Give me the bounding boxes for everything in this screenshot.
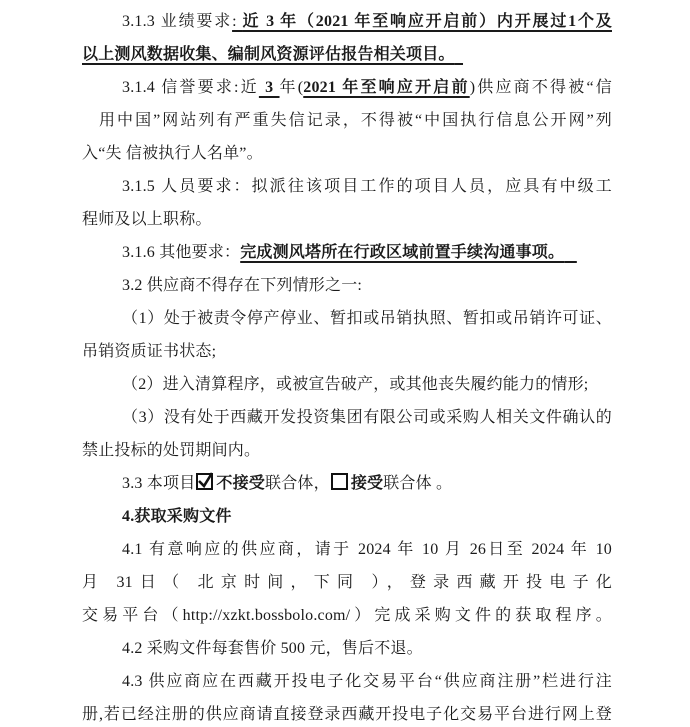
text-line xyxy=(82,269,612,302)
text-segment: 联合体 。 xyxy=(383,475,453,492)
text-line xyxy=(82,203,612,236)
document-body xyxy=(82,5,612,727)
text-segment: 接受 xyxy=(350,475,384,492)
text-segment: 2021 年至响应开启前 xyxy=(303,79,470,96)
text-segment: 近 3 年（2021 年至响应开启前）内开展过1个及 xyxy=(242,13,612,30)
text-segment: 4.1 有意响应的供应商，请于 2024 年 10 月 26日至 2024 年 10 xyxy=(122,541,612,558)
text-line xyxy=(82,368,612,401)
text-line xyxy=(82,302,612,335)
text-segment: （2）进入清算程序，或被宣告破产，或其他丧失履约能力的情形; xyxy=(122,376,589,393)
consortium-accepted-checkbox xyxy=(331,473,348,490)
text-segment: 交易平台（http://xzkt.bossbolo.com/）完成采购文件的获取程序。 xyxy=(82,607,612,624)
text-segment: 3.1.6 其他要求： xyxy=(122,244,241,261)
text-line xyxy=(82,566,612,599)
text-segment xyxy=(564,244,577,261)
text-line xyxy=(82,533,612,566)
text-segment: 3.1.5 人员要求：拟派往该项目工作的项目人员，应具有中级工 xyxy=(122,178,612,195)
text-line xyxy=(82,170,612,203)
text-segment: （1）处于被责令停产停业、暂扣或吊销执照、暂扣或吊销许可证、 xyxy=(122,310,612,327)
text-line xyxy=(82,500,612,533)
text-segment: （3）没有处于西藏开发投资集团有限公司或采购人相关文件确认的 xyxy=(122,409,612,426)
text-line xyxy=(82,698,612,727)
text-segment: 4.3 供应商应在西藏开投电子化交易平台“供应商注册”栏进行注 xyxy=(122,673,612,690)
text-segment: 用中国”网站列有严重失信记录，不得被“中国执行信息公开网”列 xyxy=(99,112,612,129)
text-line xyxy=(82,5,612,38)
text-segment: 月 31日（ 北京时间，下同 ），登录西藏开投电子化 xyxy=(82,574,612,591)
text-segment: 禁止投标的处罚期间内。 xyxy=(82,442,261,459)
text-line xyxy=(82,599,612,632)
consortium-not-accepted-checkbox xyxy=(196,473,213,490)
text-segment: 3.3 本项目 xyxy=(122,475,196,492)
text-segment: 4.获取采购文件 xyxy=(122,508,232,525)
text-line xyxy=(82,38,612,71)
text-segment: 3.2 供应商不得存在下列情形之一: xyxy=(122,277,363,294)
text-segment: 4.2 采购文件每套售价 500 元，售后不退。 xyxy=(122,640,423,657)
text-segment: 3 xyxy=(258,79,280,96)
check-mark-icon xyxy=(196,471,214,489)
text-segment: 程师及以上职称。 xyxy=(82,211,212,228)
text-segment: 3.1.4 信誉要求:近 xyxy=(122,79,259,96)
text-line xyxy=(82,434,612,467)
text-line xyxy=(82,104,612,137)
text-segment: 入“失 信被执行人名单”。 xyxy=(82,145,263,162)
text-line xyxy=(82,137,612,170)
text-segment: 联合体， xyxy=(265,475,330,492)
text-segment: )供应商不得被“信 xyxy=(469,79,612,96)
text-line xyxy=(82,236,612,269)
text-segment xyxy=(455,46,463,63)
text-line xyxy=(82,71,612,104)
text-segment: 完成测风塔所在行政区域前置手续沟通事项。 xyxy=(240,244,565,261)
text-line xyxy=(82,632,612,665)
text-line xyxy=(82,401,612,434)
text-line xyxy=(82,665,612,698)
text-segment: 不接受 xyxy=(216,475,266,492)
text-line xyxy=(82,335,612,368)
text-segment: 册,若已经注册的供应商请直接登录西藏开投电子化交易平台进行网上登 xyxy=(82,706,612,723)
text-segment: 以上测风数据收集、编制风资源评估报告相关项目。 xyxy=(82,46,455,63)
text-segment: 吊销资质证书状态; xyxy=(82,343,217,360)
text-line xyxy=(82,467,612,500)
text-segment: 年( xyxy=(279,79,304,96)
text-segment: : xyxy=(232,13,243,30)
text-segment: 3.1.3 业绩要求 xyxy=(122,13,233,30)
